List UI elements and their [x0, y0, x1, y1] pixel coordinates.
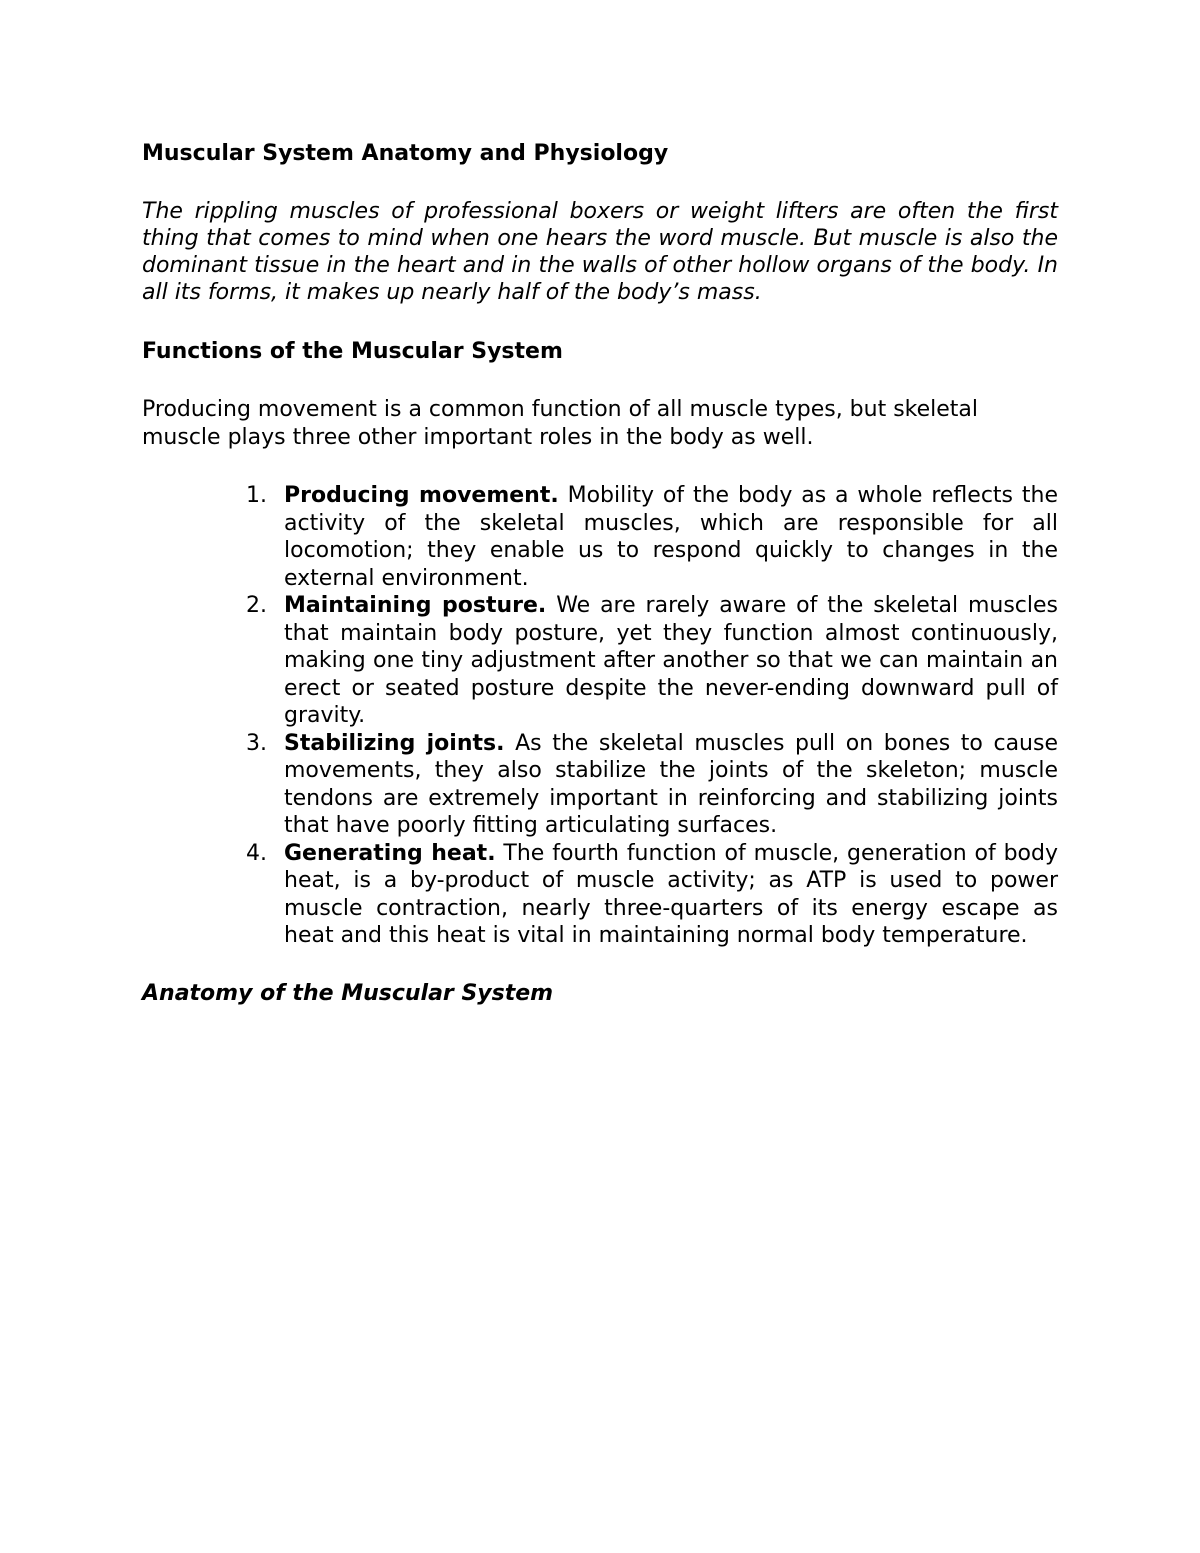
functions-intro-paragraph: Producing movement is a common function of all muscle types, but skeletal muscle plays three other important roles in the body as well. — [142, 397, 979, 450]
anatomy-heading: Anatomy of the Muscular System — [142, 980, 554, 1006]
intro-paragraph: The rippling muscles of professional boxers or weight lifters are often the first thing that comes to mind when one hears the word muscle. But muscle is also the dominant tissue in the heart and in the walls of other hollow organs of the body. In all its forms, it makes up nearly half of the body’s mass. — [142, 199, 1058, 305]
function-term: Generating heat. — [284, 840, 496, 866]
function-description: We are rarely aware of the skeletal muscles that maintain body posture, yet they function almost continuously, making one tiny adjustment after another so that we can maintain an erect or seated posture despite the never-ending downward pull of gravity. — [284, 593, 1058, 728]
page-title: Muscular System Anatomy and Physiology — [142, 141, 669, 166]
function-description: As the skeletal muscles pull on bones to cause movements, they also stabilize the joints of the skeleton; muscle tendons are extremely important in reinforcing and stabilizing joints that have poorly fitting articulating surfaces. — [284, 730, 1058, 838]
function-item-stabilizing-joints — [246, 730, 1058, 840]
function-item-generating-heat — [246, 840, 1059, 950]
functions-list — [142, 482, 1058, 950]
list-number: 1. — [246, 483, 267, 508]
function-term: Stabilizing joints. — [284, 730, 505, 756]
functions-heading: Functions of the Muscular System — [142, 339, 563, 364]
function-term: Producing movement. — [284, 483, 559, 508]
list-number: 2. — [246, 593, 267, 618]
list-number: 3. — [246, 730, 267, 756]
document-content — [142, 140, 1058, 1038]
function-item-maintaining-posture — [246, 592, 1058, 730]
function-description: The fourth function of muscle, generation of body heat, is a by-product of muscle activity; as ATP is used to power muscle contraction, nearly three-quarters of its energy escape as heat and this heat is vital in maintaining normal body temperature. — [284, 840, 1059, 948]
function-description: Mobility of the body as a whole reflects the activity of the skeletal muscles, which are responsible for all locomotion; they enable us to respond quickly to changes in the external environment. — [284, 483, 1058, 591]
function-term: Maintaining posture. — [284, 593, 547, 618]
list-number: 4. — [246, 840, 267, 866]
function-item-producing-movement — [246, 482, 1058, 592]
